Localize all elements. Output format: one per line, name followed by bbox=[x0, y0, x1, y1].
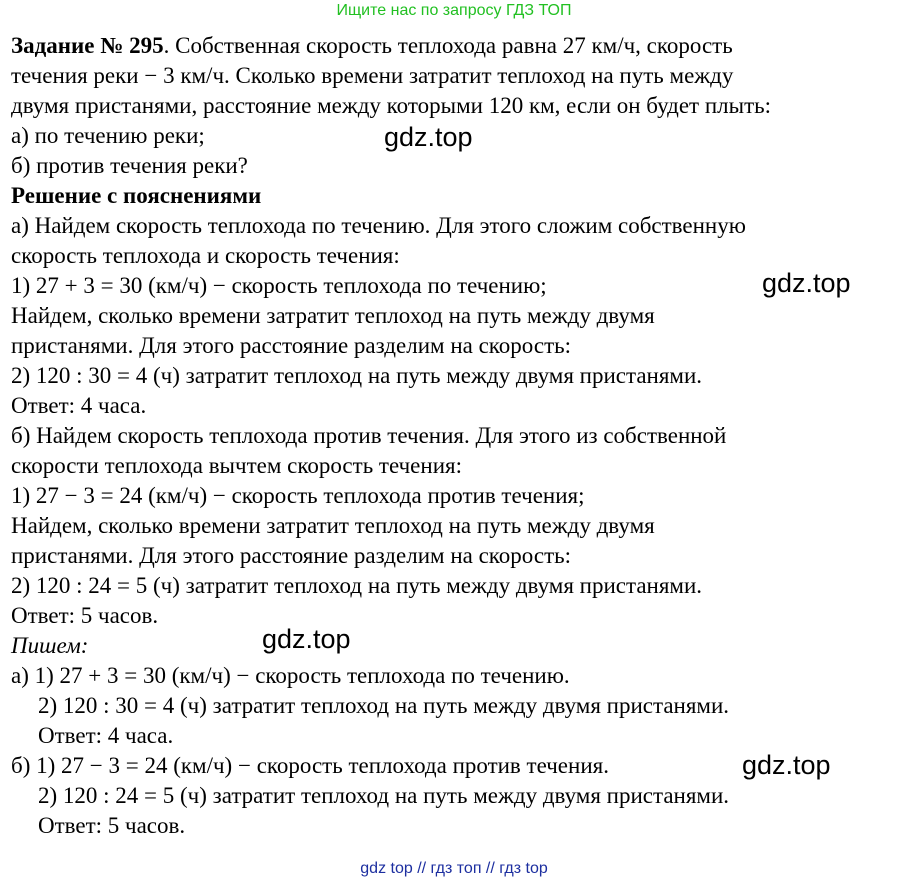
task-line-1 bbox=[11, 31, 733, 60]
solution-answer: Ответ: 5 часов. bbox=[11, 603, 159, 628]
task-label: Задание № 295 bbox=[11, 33, 164, 58]
solution-line: скорости теплохода вычтем скорость течения: bbox=[11, 453, 462, 478]
solution-answer: Ответ: 4 часа. bbox=[11, 393, 147, 418]
task-line-3: двумя пристанями, расстояние между которыми 120 км, если он будет плыть: bbox=[11, 93, 772, 118]
solution-line: пристанями. Для этого расстояние разделим на скорость: bbox=[11, 543, 572, 568]
solution-line: скорость теплохода и скорость течения: bbox=[11, 243, 400, 268]
task-line-5: б) против течения реки? bbox=[11, 153, 248, 178]
watermark: gdz.top bbox=[742, 750, 831, 780]
solution-heading: Решение с пояснениями bbox=[11, 183, 262, 208]
task-line-2: течения реки − 3 км/ч. Сколько времени затратит теплоход на путь между bbox=[11, 63, 734, 88]
solution-line: Найдем, сколько времени затратит теплоход на путь между двумя bbox=[11, 513, 655, 538]
task-line-1-text: . Собственная скорость теплохода равна 27 км/ч, скорость bbox=[163, 33, 733, 58]
solution-line: Найдем, сколько времени затратит теплоход на путь между двумя bbox=[11, 303, 655, 328]
written-line: а) 1) 27 + 3 = 30 (км/ч) − скорость теплохода по течению. bbox=[11, 663, 570, 688]
written-line: б) 1) 27 − 3 = 24 (км/ч) − скорость теплохода против течения. bbox=[11, 753, 609, 778]
watermark: gdz.top bbox=[762, 268, 851, 298]
written-answer: Ответ: 5 часов. bbox=[38, 813, 186, 838]
written-heading: Пишем: bbox=[11, 633, 89, 658]
watermark: gdz.top bbox=[262, 624, 351, 654]
top-banner: Ищите нас по запросу ГДЗ ТОП bbox=[336, 2, 572, 19]
solution-line: 2) 120 : 24 = 5 (ч) затратит теплоход на путь между двумя пристанями. bbox=[11, 573, 703, 598]
watermark: gdz.top bbox=[384, 122, 473, 152]
solution-line: б) Найдем скорость теплохода против течения. Для этого из собственной bbox=[11, 423, 727, 448]
footer-banner: gdz top // гдз топ // гдз top bbox=[360, 860, 548, 877]
solution-line: 1) 27 − 3 = 24 (км/ч) − скорость теплохода против течения; bbox=[11, 483, 585, 508]
written-answer: Ответ: 4 часа. bbox=[38, 723, 174, 748]
solution-line: 1) 27 + 3 = 30 (км/ч) − скорость теплохода по течению; bbox=[11, 273, 547, 298]
task-line-4: а) по течению реки; bbox=[11, 123, 205, 148]
written-line: 2) 120 : 24 = 5 (ч) затратит теплоход на путь между двумя пристанями. bbox=[38, 783, 730, 808]
solution-line: 2) 120 : 30 = 4 (ч) затратит теплоход на путь между двумя пристанями. bbox=[11, 363, 703, 388]
written-line: 2) 120 : 30 = 4 (ч) затратит теплоход на путь между двумя пристанями. bbox=[38, 693, 730, 718]
solution-line: пристанями. Для этого расстояние разделим на скорость: bbox=[11, 333, 572, 358]
solution-line: а) Найдем скорость теплохода по течению. Для этого сложим собственную bbox=[11, 213, 746, 238]
